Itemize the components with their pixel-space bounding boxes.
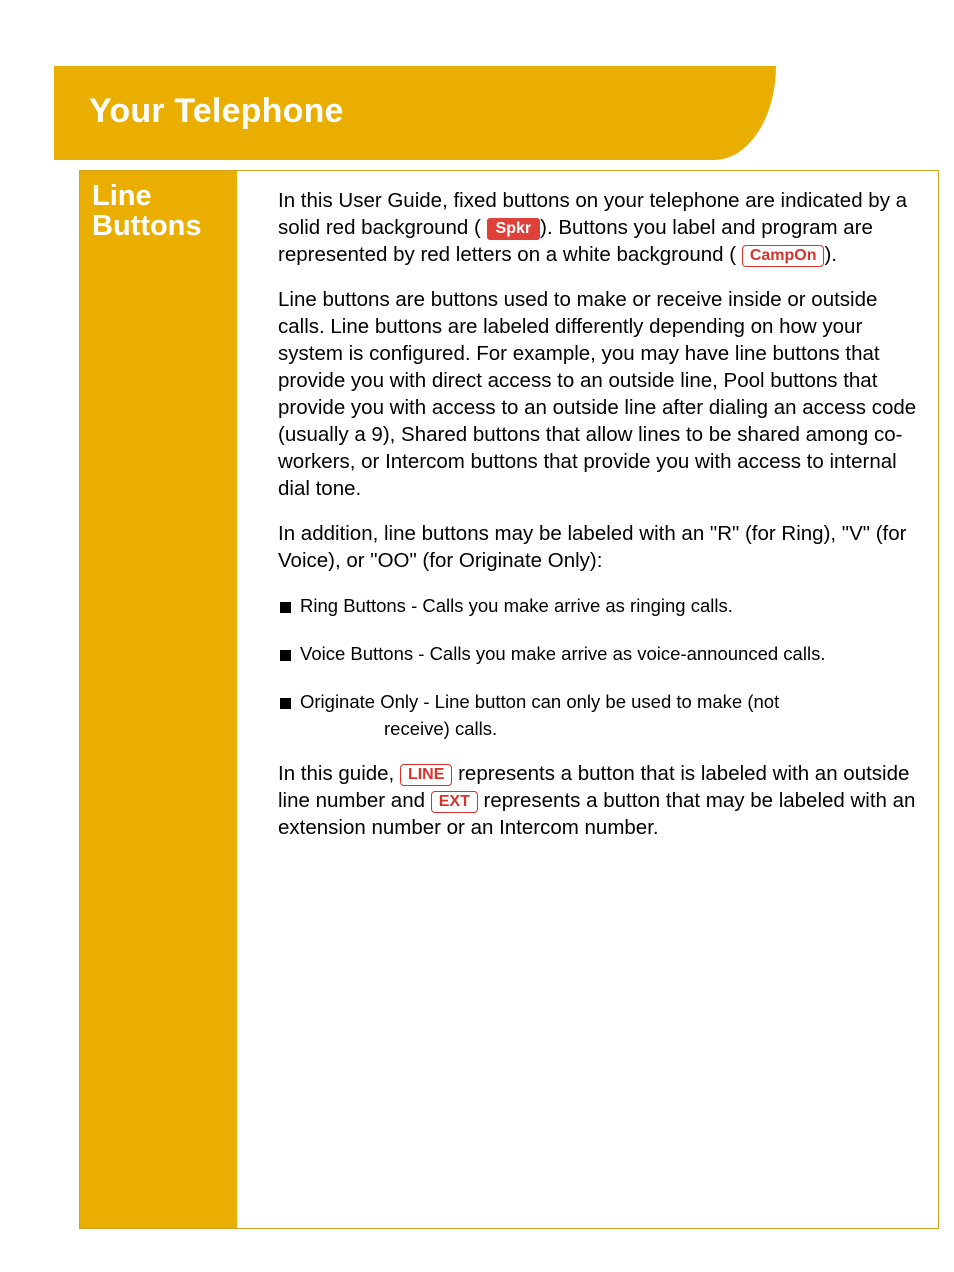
list-item-text: Voice Buttons - Calls you make arrive as voice-announced calls.: [300, 643, 826, 664]
section-title: [92, 181, 202, 241]
notation-text-c: represents a button that may be labeled with an extension number or an Intercom number.: [278, 789, 916, 839]
paragraph-guide-notation: [278, 760, 918, 841]
paragraph-line-buttons: Line buttons are buttons used to make or receive inside or outside calls. Line buttons are labeled differently depending on how your system is configured. For example, you may have line buttons that provide you with direct access to an outside line, Pool buttons that provide you with access to an outside line after dialing an access code (usually a 9), Shared buttons that allow lines to be shared among co-workers, or Intercom buttons that provide you with access to internal dial tone.: [278, 288, 917, 500]
button-type-list: [278, 592, 918, 742]
paragraph-intro: [278, 187, 918, 268]
section-sidebar: [80, 171, 237, 1228]
intro-text-c: ).: [824, 243, 838, 266]
campon-button-sample: CampOn: [742, 245, 825, 267]
section-title-line2: Buttons: [92, 210, 202, 242]
paragraph-labels: In addition, line buttons may be labeled with an "R" (for Ring), "V" (for Voice), or "OO" (for Originate Only):: [278, 522, 907, 572]
line-button-sample: LINE: [400, 764, 452, 786]
intro-text-a: In this User Guide, fixed buttons on your telephone are indicated by a solid red background (: [278, 189, 908, 239]
square-bullet-icon: [280, 602, 291, 613]
list-item-continuation: receive) calls.: [384, 718, 498, 739]
notation-text-a: In this guide,: [278, 762, 395, 785]
list-item-text: Ring Buttons - Calls you make arrive as ringing calls.: [300, 595, 733, 616]
content-frame: [79, 170, 939, 1229]
spkr-button-sample: Spkr: [487, 218, 541, 240]
section-body: [278, 187, 918, 859]
list-item: [278, 640, 918, 667]
notation-text-b: represents a button that is labeled with an outside line number and: [278, 762, 910, 812]
ext-button-sample: EXT: [431, 791, 478, 813]
list-item-text: Originate Only - Line button can only be used to make (not: [300, 691, 780, 712]
page-title: Your Telephone: [89, 92, 344, 130]
header-banner: [54, 66, 776, 160]
list-item: [278, 592, 918, 619]
square-bullet-icon: [280, 698, 291, 709]
intro-text-b: ). Buttons you label and program are represented by red letters on a white background (: [278, 216, 873, 266]
square-bullet-icon: [280, 650, 291, 661]
section-title-line1: Line: [92, 180, 152, 212]
list-item: [278, 688, 918, 742]
